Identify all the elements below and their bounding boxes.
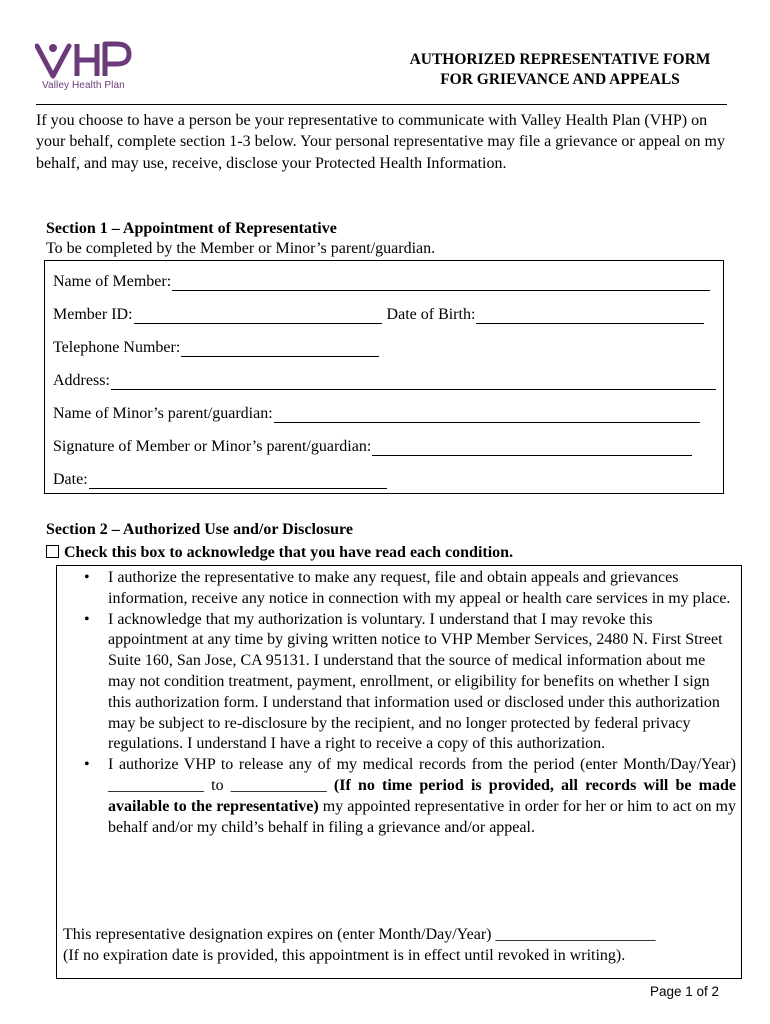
signature-label: Signature of Member or Minor’s parent/guardian: xyxy=(53,438,372,455)
condition-text-1: I authorize the representative to make any request, file and obtain appeals and grievances information, receive any notice in connection with my appeal or health care services in my place. xyxy=(108,569,731,607)
telephone-input-line[interactable] xyxy=(181,342,379,357)
vhp-logo-mark xyxy=(35,38,135,84)
bullet-icon: • xyxy=(84,756,90,774)
address-input-line[interactable] xyxy=(111,375,716,390)
guardian-name-label: Name of Minor’s parent/guardian: xyxy=(53,405,273,422)
date-label: Date: xyxy=(53,471,88,488)
title-divider xyxy=(36,104,727,105)
condition-text-3a: I authorize VHP to release any of my medical records from the period (enter Month/Day/Year) ____________ to ____________ xyxy=(108,756,736,794)
section2-box xyxy=(56,565,742,979)
member-name-label: Name of Member: xyxy=(53,273,172,290)
acknowledge-checkbox[interactable] xyxy=(46,545,59,558)
member-id-input-line[interactable] xyxy=(134,309,382,324)
expiration-block xyxy=(63,924,655,966)
condition-item xyxy=(57,568,741,610)
condition-text-3-bold: (If no time period is provided, all records will be made available to the representative) xyxy=(108,776,736,815)
title-line-1: AUTHORIZED REPRESENTATIVE FORM xyxy=(409,51,711,68)
date-input-line[interactable] xyxy=(89,474,387,489)
condition-text-3b: my appointed representative in order for her or him to act on my behalf and/or my child’s behalf in filing a grievance and/or appeal. xyxy=(108,797,736,836)
form-title xyxy=(360,50,760,90)
guardian-name-input-line[interactable] xyxy=(274,408,700,423)
acknowledge-checkbox-label: Check this box to acknowledge that you have read each condition. xyxy=(64,544,514,561)
telephone-field[interactable] xyxy=(53,339,379,357)
dob-label: Date of Birth: xyxy=(386,306,476,323)
title-line-2: FOR GRIEVANCE AND APPEALS xyxy=(440,71,680,88)
member-id-field[interactable] xyxy=(53,306,704,324)
section1-box xyxy=(44,260,724,494)
telephone-label: Telephone Number: xyxy=(53,339,181,356)
member-name-field[interactable] xyxy=(53,273,710,291)
signature-field[interactable] xyxy=(53,438,692,456)
expiration-note: (If no expiration date is provided, this appointment is in effect until revoked in writing). xyxy=(63,947,626,964)
intro-paragraph: If you choose to have a person be your representative to communicate with Valley Health Plan (VHP) on your behalf, complete section 1-3 below. Your personal representative may file a grievance or appeal on my behalf, and may use, receive, disclose your Protected Health Information. xyxy=(36,112,725,172)
section1-subheading: To be completed by the Member or Minor’s parent/guardian. xyxy=(46,240,436,257)
conditions-list xyxy=(57,568,741,838)
condition-text-2: I acknowledge that my authorization is voluntary. I understand that I may revoke this appointment at any time by giving written notice to VHP Member Services, 2480 N. First Street Suite 160, San Jose, CA 95131. I understand that the source of medical information about me may not condition treatment, payment, enrollment, or eligibility for benefits on whether I sign this authorization form. I understand that information used or disclosed under this authorization may be subject to re-disclosure by the recipient, and no longer protected by federal privacy regulations. I understand I have a right to receive a copy of this authorization. xyxy=(108,610,723,753)
page-number: Page 1 of 2 xyxy=(649,984,719,999)
signature-input-line[interactable] xyxy=(372,441,692,456)
section1-heading: Section 1 – Appointment of Representative xyxy=(46,220,337,237)
section2-heading: Section 2 – Authorized Use and/or Disclosure xyxy=(46,521,353,538)
dob-input-line[interactable] xyxy=(476,309,704,324)
address-label: Address: xyxy=(53,372,110,389)
member-id-label: Member ID: xyxy=(53,306,133,323)
address-field[interactable] xyxy=(53,372,716,390)
bullet-icon: • xyxy=(84,610,90,628)
bullet-icon: • xyxy=(84,569,90,586)
date-field[interactable] xyxy=(53,471,387,489)
expiration-line[interactable]: This representative designation expires on (enter Month/Day/Year) ____________________ xyxy=(63,926,656,943)
condition-item xyxy=(57,610,741,756)
condition-item xyxy=(57,755,741,838)
guardian-name-field[interactable] xyxy=(53,405,700,423)
logo-subtitle: Valley Health Plan xyxy=(42,80,125,91)
acknowledge-checkbox-row[interactable] xyxy=(46,544,513,562)
member-name-input-line[interactable] xyxy=(172,276,710,291)
